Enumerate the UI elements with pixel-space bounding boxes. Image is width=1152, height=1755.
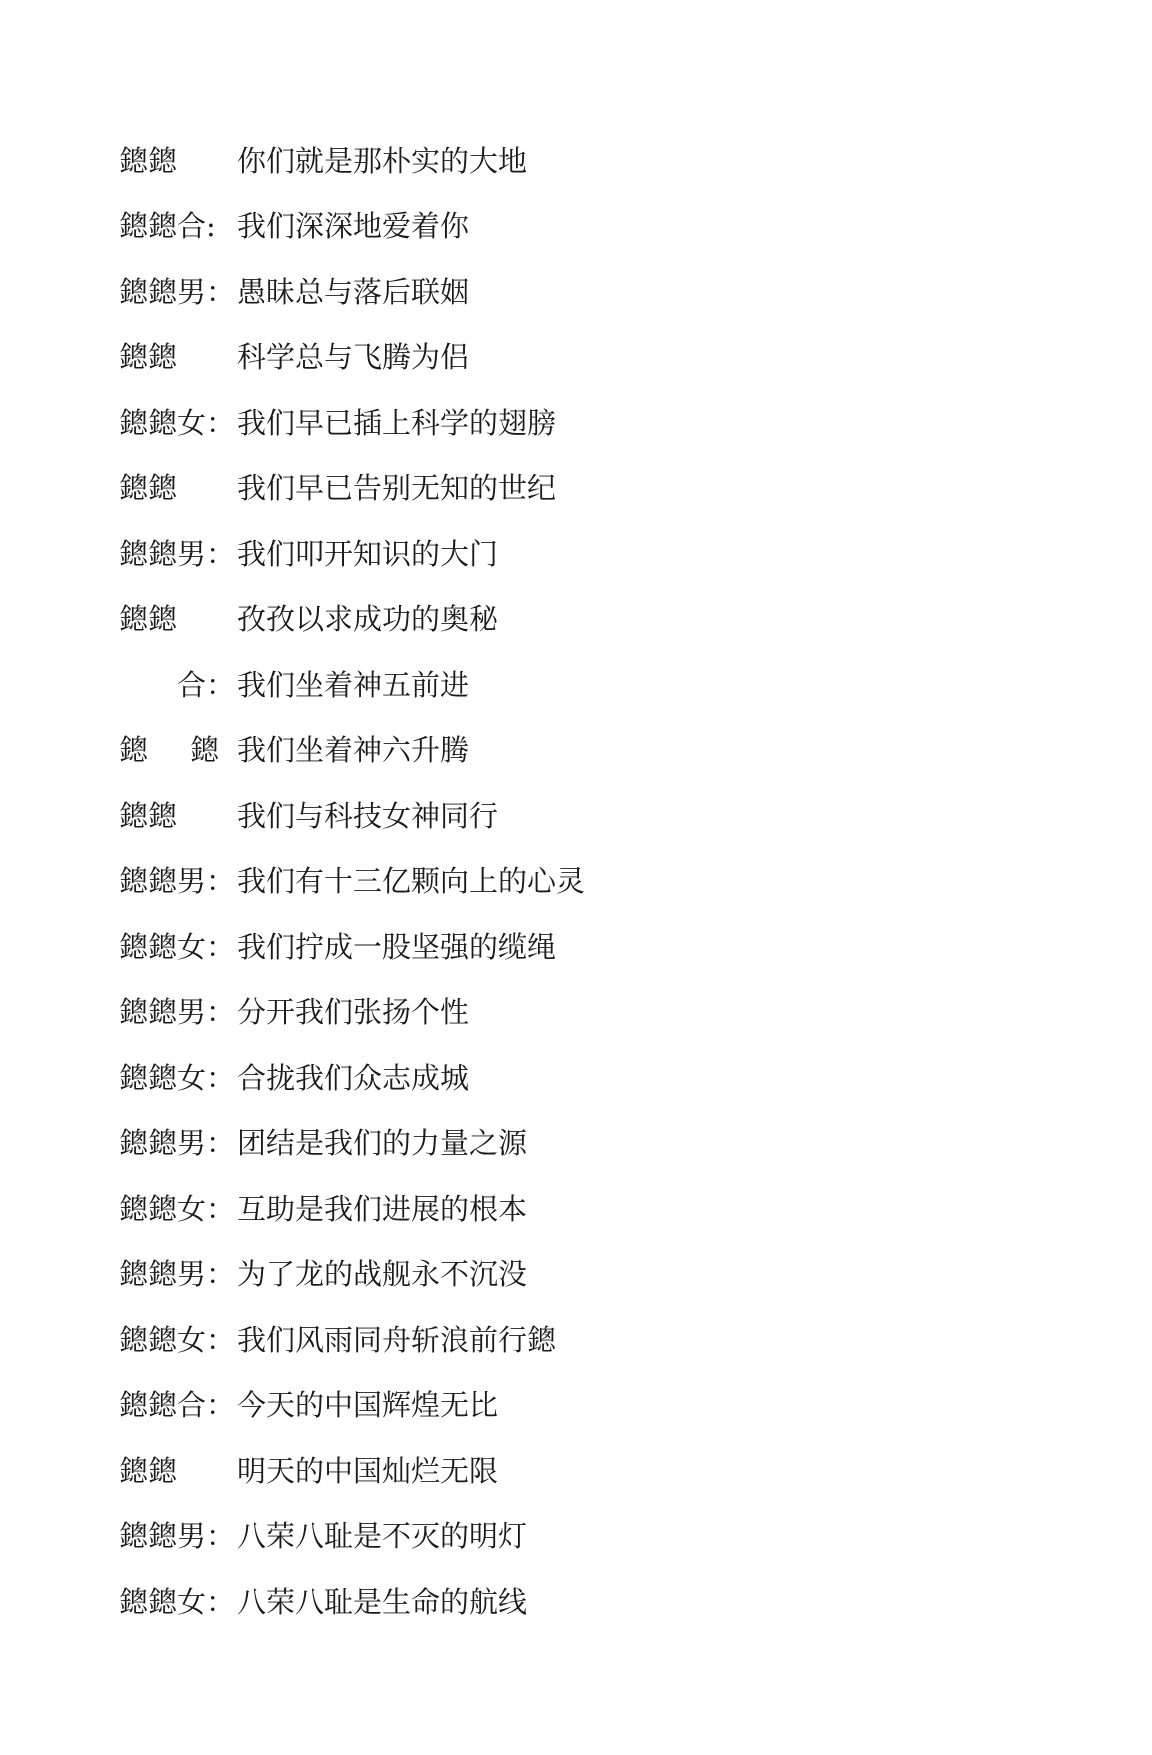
line-text: 八荣八耻是生命的航线 [237,1584,528,1619]
line-text: 合拢我们众志成城 [237,1060,470,1095]
speaker-label: 鏓鏓合: [119,209,216,244]
script-line [119,1242,1019,1308]
speaker-label-part: 鏓 [119,733,149,768]
speaker-label: 鏓鏓女： [119,1584,236,1619]
speaker-label: 鏓鏓女： [119,1322,236,1357]
line-text: 科学总与飞腾为侣 [237,340,470,375]
script-line [119,456,1019,522]
line-text: 我们坐着神五前进 [237,667,470,702]
line-text: 我们叩开知识的大门 [237,536,499,571]
script-line [119,128,1019,194]
speaker-label: 鏓鏓合： [119,1388,236,1423]
script-line [119,325,1019,391]
speaker-label [119,732,219,768]
script-line [119,914,1019,980]
script-line [119,718,1019,784]
script-line [119,1176,1019,1242]
speaker-label: 鏓鏓男： [119,864,236,899]
script-line [119,1045,1019,1111]
speaker-label: 鏓鏓男： [119,1126,236,1161]
script-line [119,587,1019,653]
script-line [119,652,1019,718]
speaker-label: 鏓鏓女： [119,1191,236,1226]
script-line [119,1307,1019,1373]
speaker-label: 鏓鏓女： [119,405,236,440]
script-line [119,521,1019,587]
script-line [119,849,1019,915]
speaker-label: 鏓鏓男： [119,995,236,1030]
script-line [119,980,1019,1046]
line-text: 我们有十三亿颗向上的心灵 [237,864,586,899]
line-text: 我们深深地爱着你 [237,209,470,244]
line-text: 我们拧成一股坚强的缆绳 [237,929,557,964]
script-line [119,1373,1019,1439]
line-text: 今天的中国辉煌无比 [237,1388,499,1423]
line-text: 互助是我们进展的根本 [237,1191,528,1226]
script-line [119,1438,1019,1504]
speaker-label: 鏓鏓 [119,471,178,506]
speaker-label: 鏓鏓男： [119,1519,236,1554]
line-text: 八荣八耻是不灭的明灯 [237,1519,528,1554]
line-text: 我们早已告别无知的世纪 [237,471,557,506]
speaker-label: 鏓鏓 [119,602,178,637]
line-text: 我们坐着神六升腾 [237,733,470,768]
line-text: 分开我们张扬个性 [237,995,470,1030]
script-lines [119,128,1019,1635]
speaker-label: 鏓鏓 [119,1453,178,1488]
script-line [119,1504,1019,1570]
speaker-label: 鏓鏓 [119,798,178,833]
speaker-label: 鏓鏓男： [119,536,236,571]
speaker-label-part: 鏓 [189,733,219,768]
speaker-label: 鏓鏓男： [119,274,236,309]
line-text: 为了龙的战舰永不沉没 [237,1257,528,1292]
line-text: 我们与科技女神同行 [237,798,499,833]
script-line [119,194,1019,260]
line-text: 明天的中国灿烂无限 [237,1453,499,1488]
script-line [119,390,1019,456]
line-text: 我们早已插上科学的翅膀 [237,405,557,440]
line-text: 愚昧总与落后联姻 [237,274,470,309]
line-text: 我们风雨同舟斩浪前行鏓 [237,1322,557,1357]
speaker-label: 鏓鏓 [119,143,178,178]
speaker-label: 鏓鏓女： [119,929,236,964]
speaker-label: 鏓鏓男： [119,1257,236,1292]
line-text: 你们就是那朴实的大地 [237,143,528,178]
line-text: 团结是我们的力量之源 [237,1126,528,1161]
speaker-label: 鏓鏓女： [119,1060,236,1095]
script-line [119,1111,1019,1177]
speaker-label: 鏓鏓 [119,340,178,375]
script-line [119,783,1019,849]
script-line [119,1569,1019,1635]
speaker-label: 合： [177,667,236,702]
line-text: 孜孜以求成功的奥秘 [237,602,499,637]
script-line [119,259,1019,325]
